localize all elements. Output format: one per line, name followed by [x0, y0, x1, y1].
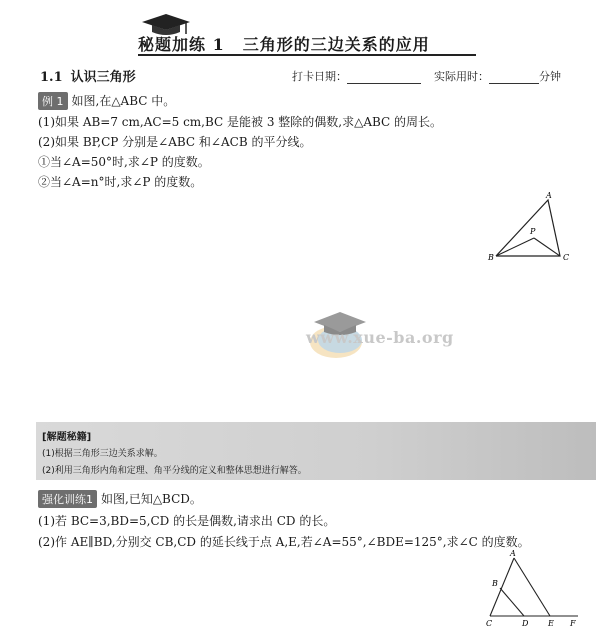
time-blank[interactable] — [489, 71, 539, 84]
time-used — [434, 68, 561, 84]
fig2-label-a: A — [510, 549, 516, 558]
analysis-line-2: (2)利用三角形内角和定理、角平分线的定义和整体思想进行解答。 — [42, 466, 307, 476]
time-unit: 分钟 — [539, 70, 561, 83]
fig2-label-d: D — [522, 619, 529, 628]
fig2-label-e: E — [548, 619, 554, 628]
example-q1: (1)如果 AB=7 cm,AC=5 cm,BC 是能被 3 整除的偶数,求△ABC 的周长。 — [38, 115, 443, 129]
training-intro — [38, 490, 202, 508]
page-title — [138, 32, 430, 55]
analysis-line-1: (1)根据三角形三边关系求解。 — [42, 449, 163, 459]
fig1-label-a: A — [546, 191, 552, 200]
example-tag: 例 1 — [38, 92, 68, 110]
checkin-label: 打卡日期： — [292, 70, 347, 83]
triangle-abc-figure — [486, 190, 576, 266]
example-q2a: ①当∠A=50°时,求∠P 的度数。 — [38, 155, 210, 169]
fig2-label-f: F — [570, 619, 576, 628]
example-intro — [38, 92, 175, 110]
section-name: 认识三角形 — [70, 70, 136, 85]
section-heading — [40, 66, 136, 85]
fig1-label-b: B — [488, 253, 494, 262]
checkin-blank[interactable] — [347, 71, 421, 84]
section-number: 1.1 — [40, 70, 63, 85]
title-underline — [138, 54, 476, 56]
watermark-text: www.xue-ba.org — [306, 328, 454, 347]
checkin-date — [292, 68, 421, 84]
training-q2: (2)作 AE∥BD,分别交 CB,CD 的延长线于点 A,E,若∠A=55°,∠BDE=125°,求∠C 的度数。 — [38, 535, 530, 549]
analysis-title: [解题秘籍] — [42, 432, 92, 443]
training-tag: 强化训练1 — [38, 490, 97, 508]
example-q2: (2)如果 BP,CP 分别是∠ABC 和∠ACB 的平分线。 — [38, 135, 312, 149]
analysis-box — [36, 422, 596, 480]
training-intro-text: 如图,已知△BCD。 — [101, 492, 202, 506]
triangle-bcd-figure — [490, 558, 578, 616]
example-intro-text: 如图,在△ABC 中。 — [71, 94, 176, 108]
time-label: 实际用时： — [434, 70, 489, 83]
fig2-label-b: B — [492, 579, 498, 588]
fig1-label-c: C — [563, 253, 570, 262]
fig2-label-c: C — [486, 619, 493, 628]
fig1-label-p: P — [530, 227, 536, 236]
example-q2b: ②当∠A=n°时,求∠P 的度数。 — [38, 175, 203, 189]
title-text: 三角形的三边关系的应用 — [242, 35, 430, 54]
training-q1: (1)若 BC=3,BD=5,CD 的长是偶数,请求出 CD 的长。 — [38, 514, 336, 528]
title-prefix: 秘题加练 1 — [138, 35, 225, 54]
